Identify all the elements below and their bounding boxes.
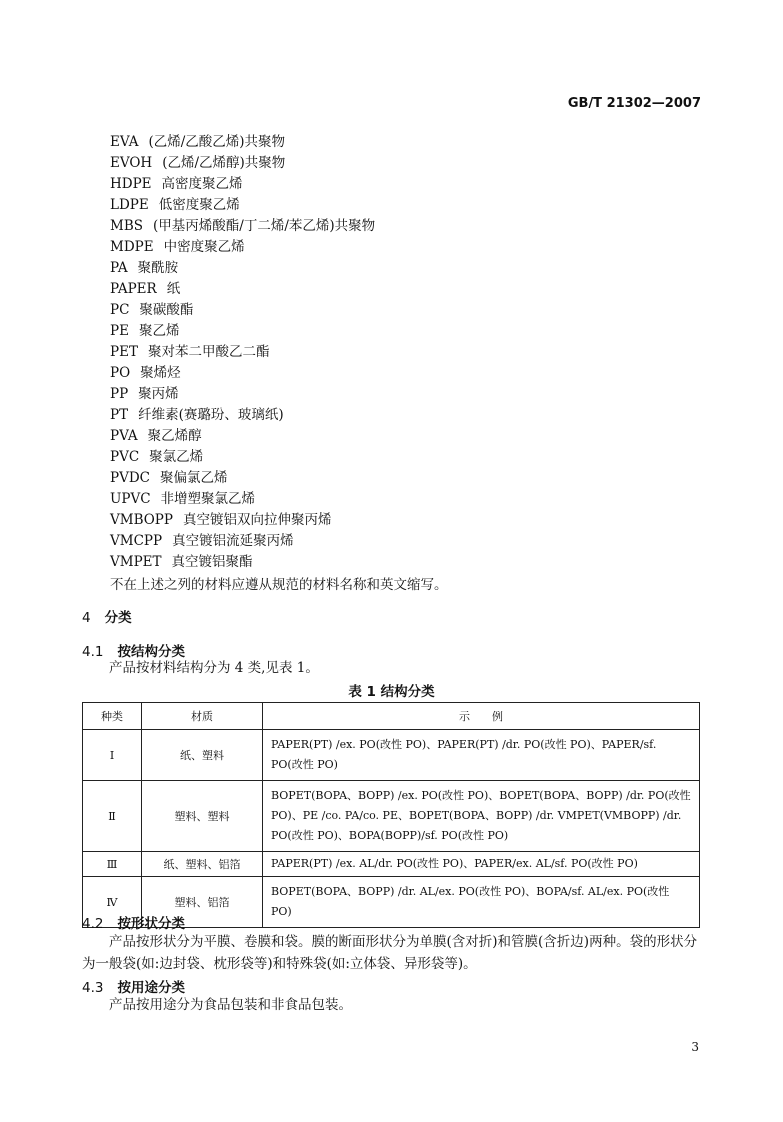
- example-cell: PAPER(PT) /ex. AL/dr. PO(改性 PO)、PAPER/ex. AL/sf. PO(改性 PO): [263, 852, 700, 877]
- abbreviation-code: PP: [110, 386, 129, 402]
- abbreviation-code: MBS: [110, 218, 143, 234]
- abbreviation-item: [110, 153, 710, 174]
- section-4-1-text: 产品按材料结构分为 4 类,见表 1。: [109, 660, 319, 676]
- abbreviation-item: [110, 552, 710, 573]
- abbreviation-name: 中密度聚乙烯: [163, 239, 245, 255]
- material-cell: 纸、塑料: [142, 730, 263, 781]
- abbreviation-name: (乙烯/乙酸乙烯)共聚物: [148, 134, 286, 150]
- standard-code: GB/T 21302—2007: [567, 96, 701, 111]
- type-cell: Ⅳ: [83, 877, 142, 928]
- abbreviation-item: [110, 384, 710, 405]
- abbreviation-name: 聚烯烃: [140, 365, 181, 381]
- section-heading-4-3: [82, 976, 185, 996]
- abbreviation-code: EVA: [110, 134, 139, 150]
- abbreviation-name: 真空镀铝双向拉伸聚丙烯: [182, 512, 332, 528]
- abbreviation-name: 高密度聚乙烯: [161, 176, 243, 192]
- abbreviation-name: 纸: [166, 281, 181, 297]
- material-cell: 塑料、塑料: [142, 781, 263, 852]
- abbreviation-item: [110, 405, 710, 426]
- abbreviation-name: 聚乙烯醇: [147, 428, 202, 444]
- abbreviation-item: [110, 174, 710, 195]
- abbreviation-item: [110, 195, 710, 216]
- abbreviation-name: 非增塑聚氯乙烯: [160, 491, 256, 507]
- abbreviation-item: [110, 426, 710, 447]
- structure-table: [82, 702, 700, 928]
- abbreviation-item: [110, 489, 710, 510]
- section-title: 按形状分类: [117, 916, 185, 932]
- abbreviation-code: PA: [110, 260, 128, 276]
- type-cell: Ⅲ: [83, 852, 142, 877]
- type-cell: Ⅱ: [83, 781, 142, 852]
- abbreviation-code: PE: [110, 323, 129, 339]
- abbreviation-item: [110, 258, 710, 279]
- abbreviation-item: [110, 237, 710, 258]
- example-cell: BOPET(BOPA、BOPP) /dr. AL/ex. PO(改性 PO)、BOPA/sf. AL/ex. PO(改性 PO): [263, 877, 700, 928]
- abbreviation-code: UPVC: [110, 491, 151, 507]
- abbreviation-code: PAPER: [110, 281, 157, 297]
- table-header-row: [83, 703, 700, 730]
- abbreviation-name: (乙烯/乙烯醇)共聚物: [162, 155, 286, 171]
- abbreviation-name: 聚碳酸酯: [139, 302, 194, 318]
- abbreviation-code: PVDC: [110, 470, 150, 486]
- abbreviation-code: VMBOPP: [110, 512, 173, 528]
- section-number: 4.1: [82, 644, 104, 660]
- abbreviation-item: [110, 447, 710, 468]
- abbreviation-code: PVC: [110, 449, 140, 465]
- abbreviation-code: EVOH: [110, 155, 153, 171]
- abbreviation-name: 聚对苯二甲酸乙二酯: [147, 344, 270, 360]
- abbreviation-code: PET: [110, 344, 138, 360]
- header-example: 示 例: [263, 703, 700, 730]
- abbreviation-name: 纤维素(赛璐玢、玻璃纸): [138, 407, 284, 423]
- abbreviation-note: 不在上述之列的材料应遵从规范的材料名称和英文缩写。: [110, 577, 448, 593]
- table-row: [83, 781, 700, 852]
- section-4-3-text: 产品按用途分为食品包装和非食品包装。: [109, 997, 352, 1013]
- abbreviation-item: [110, 132, 710, 153]
- abbreviation-item: [110, 468, 710, 489]
- abbreviation-item: [110, 300, 710, 321]
- abbreviation-list: [110, 132, 710, 573]
- abbreviation-code: PVA: [110, 428, 138, 444]
- abbreviation-name: 聚氯乙烯: [149, 449, 204, 465]
- abbreviation-code: PO: [110, 365, 131, 381]
- abbreviation-name: (甲基丙烯酸酯/丁二烯/苯乙烯)共聚物: [153, 218, 376, 234]
- table-row: [83, 852, 700, 877]
- abbreviation-code: HDPE: [110, 176, 152, 192]
- abbreviation-item: [110, 342, 710, 363]
- abbreviation-name: 聚乙烯: [138, 323, 180, 339]
- section-title: 分类: [104, 610, 132, 626]
- abbreviation-item: [110, 363, 710, 384]
- table-row: [83, 730, 700, 781]
- material-cell: 纸、塑料、铝箔: [142, 852, 263, 877]
- abbreviation-name: 真空镀铝聚酯: [171, 554, 253, 570]
- section-number: 4.2: [82, 916, 104, 932]
- abbreviation-name: 真空镀铝流延聚丙烯: [172, 533, 294, 549]
- abbreviation-code: PC: [110, 302, 130, 318]
- example-cell: PAPER(PT) /ex. PO(改性 PO)、PAPER(PT) /dr. PO(改性 PO)、PAPER/sf. PO(改性 PO): [263, 730, 700, 781]
- section-4-2-text: 产品按形状分为平膜、卷膜和袋。膜的断面形状分为单膜(含对折)和管膜(含折边)两种。袋的形状分为一般袋(如:边封袋、枕形袋等)和特殊袋(如:立体袋、异形袋等)。: [82, 934, 698, 972]
- page-number: 3: [691, 1040, 699, 1054]
- abbreviation-name: 聚偏氯乙烯: [160, 470, 228, 486]
- header-material: 材质: [142, 703, 263, 730]
- abbreviation-code: MDPE: [110, 239, 154, 255]
- abbreviation-name: 聚酰胺: [137, 260, 179, 276]
- abbreviation-name: 低密度聚乙烯: [158, 197, 240, 213]
- abbreviation-code: PT: [110, 407, 129, 423]
- example-cell: BOPET(BOPA、BOPP) /ex. PO(改性 PO)、BOPET(BOPA、BOPP) /dr. PO(改性 PO)、PE /co. PA/co. PE、BOPET(BOPA、BOPP) /dr. VMPET(VMBOPP) /dr. PO(改性 PO)、BOPA(BOPP)/sf. PO(改性 PO): [263, 781, 700, 852]
- section-number: 4.3: [82, 980, 104, 996]
- abbreviation-code: VMPET: [110, 554, 162, 570]
- table-title: 表 1 结构分类: [348, 684, 435, 700]
- abbreviation-item: [110, 531, 710, 552]
- section-title: 按用途分类: [117, 980, 185, 996]
- abbreviation-item: [110, 321, 710, 342]
- abbreviation-item: [110, 216, 710, 237]
- abbreviation-code: LDPE: [110, 197, 149, 213]
- header-type: 种类: [83, 703, 142, 730]
- material-cell: 塑料、铝箔: [142, 877, 263, 928]
- section-heading-4-2: [82, 912, 185, 932]
- abbreviation-item: [110, 279, 710, 300]
- section-heading-4: [82, 606, 132, 626]
- abbreviation-name: 聚丙烯: [138, 386, 179, 402]
- type-cell: I: [83, 730, 142, 781]
- section-title: 按结构分类: [117, 644, 185, 660]
- abbreviation-item: [110, 510, 710, 531]
- abbreviation-code: VMCPP: [110, 533, 163, 549]
- section-number: 4: [82, 610, 91, 626]
